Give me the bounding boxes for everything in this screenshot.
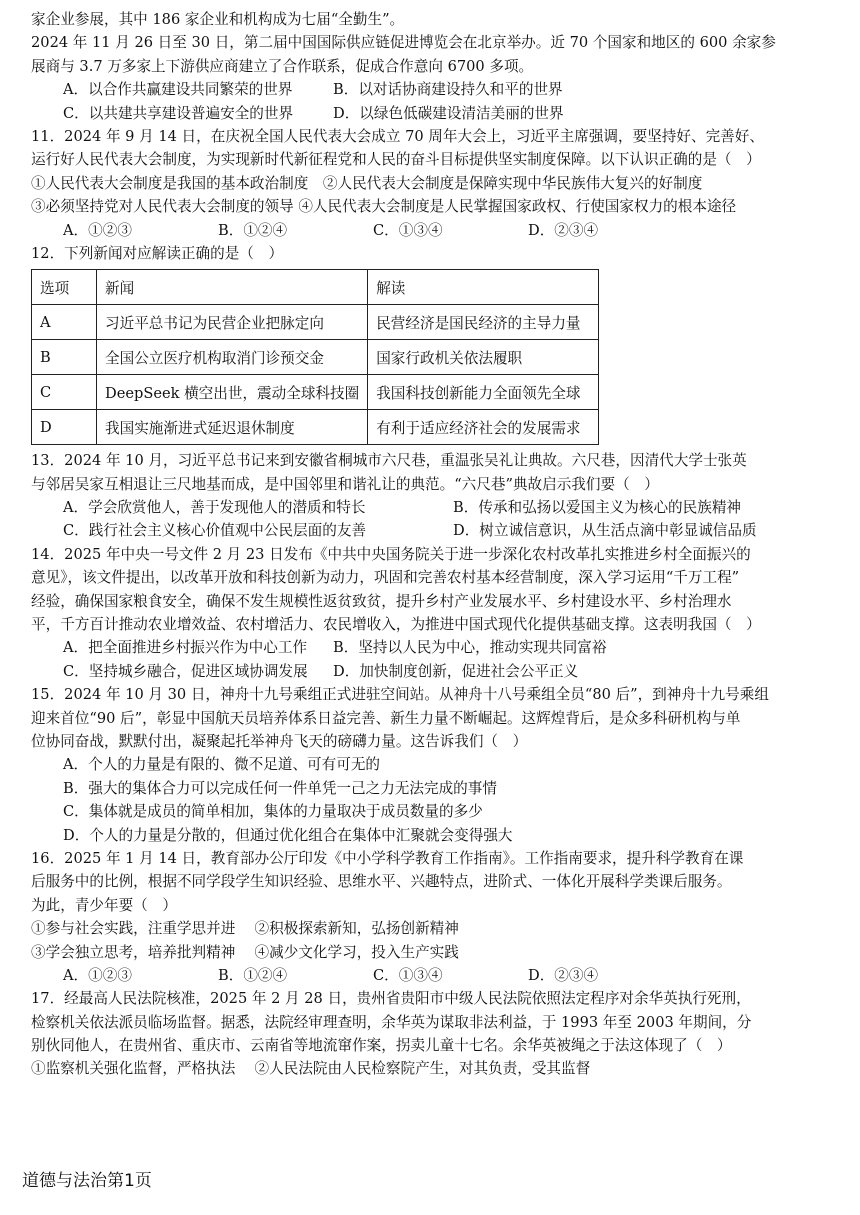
- option-d: D．②③④: [528, 221, 599, 239]
- q17-stem-1: 检察机关依法派员临场监督。据悉，法院经审理查明，余华英为谋取非法利益，于 1993 年至 2003 年期间，分: [31, 1013, 752, 1031]
- q11-stem-0: 11．2024 年 9 月 14 日，在庆祝全国人民代表大会成立 70 周年大会上，习近平主席强调，要坚持好、完善好、: [31, 127, 764, 145]
- row-option: D: [32, 410, 97, 445]
- page-footer: 道德与法治第1页: [22, 1171, 152, 1191]
- q15-stem-2: 位协同奋战，默默付出，凝聚起托举神舟飞天的磅礴力量。这告诉我们（ ）: [31, 732, 528, 750]
- option-b: B．传承和弘扬以爱国主义为核心的民族精神: [453, 499, 742, 517]
- intro-line-1: 2024 年 11 月 26 日至 30 日，第二届中国国际供应链促进博览会在北京举办。近 70 个国家和地区的 600 余家参: [31, 34, 776, 52]
- option-a: A．学会欣赏他人，善于发现他人的潜质和特长: [63, 499, 366, 517]
- q14-stem-3: 平，千方百计推动农业增效益、农村增活力、农民增收入，为推进中国式现代化提供基础支撑。这表明我国（ ）: [31, 616, 761, 634]
- row-option: A: [32, 305, 97, 340]
- q14-options-row-1: [31, 636, 826, 659]
- q17-stem-2: 别伙同他人，在贵州省、重庆市、云南省等地流窜作案，拐卖儿童十七名。余华英被绳之于法这体现了（ ）: [31, 1037, 732, 1055]
- table-row: [32, 375, 599, 410]
- option-c: C．践行社会主义核心价值观中公民层面的友善: [63, 522, 367, 540]
- table-row: [32, 305, 599, 340]
- table-row: [32, 410, 599, 445]
- option-b: B．①②④: [218, 966, 288, 984]
- header-interpretation: 解读: [368, 270, 599, 305]
- q17-stem-0: 17．经最高人民法院核准，2025 年 2 月 28 日，贵州省贵阳市中级人民法院依照法定程序对余华英执行死刑，: [31, 990, 751, 1008]
- row-news: 我国实施渐进式延迟退休制度: [97, 410, 368, 445]
- row-option: B: [32, 340, 97, 375]
- q12-stem: 12．下列新闻对应解读正确的是（ ）: [31, 244, 284, 262]
- q15-option-c: C．集体就是成员的简单相加，集体的力量取决于成员数量的多少: [63, 803, 483, 821]
- q14-stem-1: 意见》，该文件提出，以改革开放和科技创新为动力，巩固和完善农村基本经营制度，深入学习运用“千万工程”: [31, 569, 740, 587]
- news-table: [31, 269, 599, 445]
- option-d: D．树立诚信意识，从生活点滴中彰显诚信品质: [453, 522, 757, 540]
- option-d: D．加快制度创新，促进社会公平正义: [333, 662, 579, 680]
- q16-stem-2: 为此，青少年要（ ）: [31, 896, 177, 914]
- option-b: B．以对话协商建设持久和平的世界: [333, 81, 563, 99]
- q13-options-row-2: [31, 519, 826, 542]
- option-c: C．以共建共享建设普遍安全的世界: [63, 104, 294, 122]
- row-news: 全国公立医疗机构取消门诊预交金: [97, 340, 368, 375]
- option-c: C．坚持城乡融合，促进区域协调发展: [63, 662, 308, 680]
- option-a: A．①②③: [63, 966, 132, 984]
- q15-option-a: A．个人的力量是有限的、微不足道、可有可无的: [63, 756, 381, 774]
- option-b: B．①②④: [218, 221, 288, 239]
- q16-stem-4: ③学会独立思考，培养批判精神 ④减少文化学习，投入生产实践: [31, 943, 459, 961]
- row-news: 习近平总书记为民营企业把脉定向: [97, 305, 368, 340]
- q10-options-row-2: [31, 102, 826, 125]
- option-d: D．以绿色低碳建设清洁美丽的世界: [333, 104, 564, 122]
- q13-options-row-1: [31, 496, 826, 519]
- row-interpretation: 我国科技创新能力全面领先全球: [368, 375, 599, 410]
- option-a: A．以合作共赢建设共同繁荣的世界: [63, 81, 293, 99]
- q14-stem-2: 经验，确保国家粮食安全，确保不发生规模性返贫致贫，提升乡村产业发展水平、乡村建设水平、乡村治理水: [31, 592, 732, 610]
- intro-line-2: 展商与 3.7 万多家上下游供应商建立了合作联系，促成合作意向 6700 多项。: [31, 57, 534, 75]
- option-c: C．①③④: [373, 221, 443, 239]
- intro-line-0: 家企业参展，其中 186 家企业和机构成为七届“全勤生”。: [31, 11, 405, 28]
- row-option: C: [32, 375, 97, 410]
- row-news: DeepSeek 横空出世，震动全球科技圈: [97, 375, 368, 410]
- q13-stem-1: 与邻居吴家互相退让三尺地基而成，是中国邻里和谐礼让的典范。“六尺巷”典故启示我们要（ ）: [31, 475, 659, 493]
- q11-stem-1: 运行好人民代表大会制度，为实现新时代新征程党和人民的奋斗目标提供坚实制度保障。以下认识正确的是（ ）: [31, 151, 761, 169]
- q11-stem-3: ③必须坚持党对人民代表大会制度的领导 ④人民代表大会制度是人民掌握国家政权、行使国家权力的根本途径: [31, 198, 737, 216]
- table-row: [32, 340, 599, 375]
- q14-options-row-2: [31, 660, 826, 683]
- option-b: B．坚持以人民为中心，推动实现共同富裕: [333, 639, 607, 657]
- q13-stem-0: 13．2024 年 10 月，习近平总书记来到安徽省桐城市六尺巷，重温张吴礼让典故。六尺巷，因清代大学士张英: [31, 452, 747, 470]
- row-interpretation: 国家行政机关依法履职: [368, 340, 599, 375]
- q14-stem-0: 14．2025 年中央一号文件 2 月 23 日发布《中共中央国务院关于进一步深化农村改革扎实推进乡村全面振兴的: [31, 545, 751, 563]
- q16-stem-3: ①参与社会实践，注重学思并进 ②积极探索新知，弘扬创新精神: [31, 920, 459, 938]
- q16-stem-0: 16．2025 年 1 月 14 日，教育部办公厅印发《中小学科学教育工作指南》。工作指南要求，提升科学教育在课: [31, 849, 744, 867]
- option-c: C．①③④: [373, 966, 443, 984]
- table-header-row: [32, 270, 599, 305]
- row-interpretation: 有利于适应经济社会的发展需求: [368, 410, 599, 445]
- q17-stem-3: ①监察机关强化监督，严格执法 ②人民法院由人民检察院产生，对其负责，受其监督: [31, 1060, 591, 1078]
- q16-stem-1: 后服务中的比例，根据不同学段学生知识经验、思维水平、兴趣特点，进阶式、一体化开展科学类课后服务。: [31, 873, 732, 891]
- option-a: A．①②③: [63, 221, 132, 239]
- row-interpretation: 民营经济是国民经济的主导力量: [368, 305, 599, 340]
- header-option: 选项: [32, 270, 97, 305]
- header-news: 新闻: [97, 270, 368, 305]
- option-a: A．把全面推进乡村振兴作为中心工作: [63, 639, 308, 657]
- q15-option-b: B．强大的集体合力可以完成任何一件单凭一己之力无法完成的事情: [63, 779, 497, 797]
- q15-stem-0: 15．2024 年 10 月 30 日，神舟十九号乘组正式进驻空间站。从神舟十八号乘组全员“80 后”，到神舟十九号乘组: [31, 686, 769, 704]
- q15-option-d: D．个人的力量是分散的，但通过优化组合在集体中汇聚就会变得强大: [63, 826, 513, 844]
- q10-options-row-1: [31, 78, 826, 101]
- q16-options: [31, 964, 826, 987]
- option-d: D．②③④: [528, 966, 599, 984]
- q11-stem-2: ①人民代表大会制度是我国的基本政治制度 ②人民代表大会制度是保障实现中华民族伟大复兴的好制度: [31, 174, 703, 192]
- q15-stem-1: 迎来首位“90 后”，彰显中国航天员培养体系日益完善、新生力量不断崛起。这辉煌背后，是众多科研机构与单: [31, 709, 741, 727]
- q11-options: [31, 219, 826, 242]
